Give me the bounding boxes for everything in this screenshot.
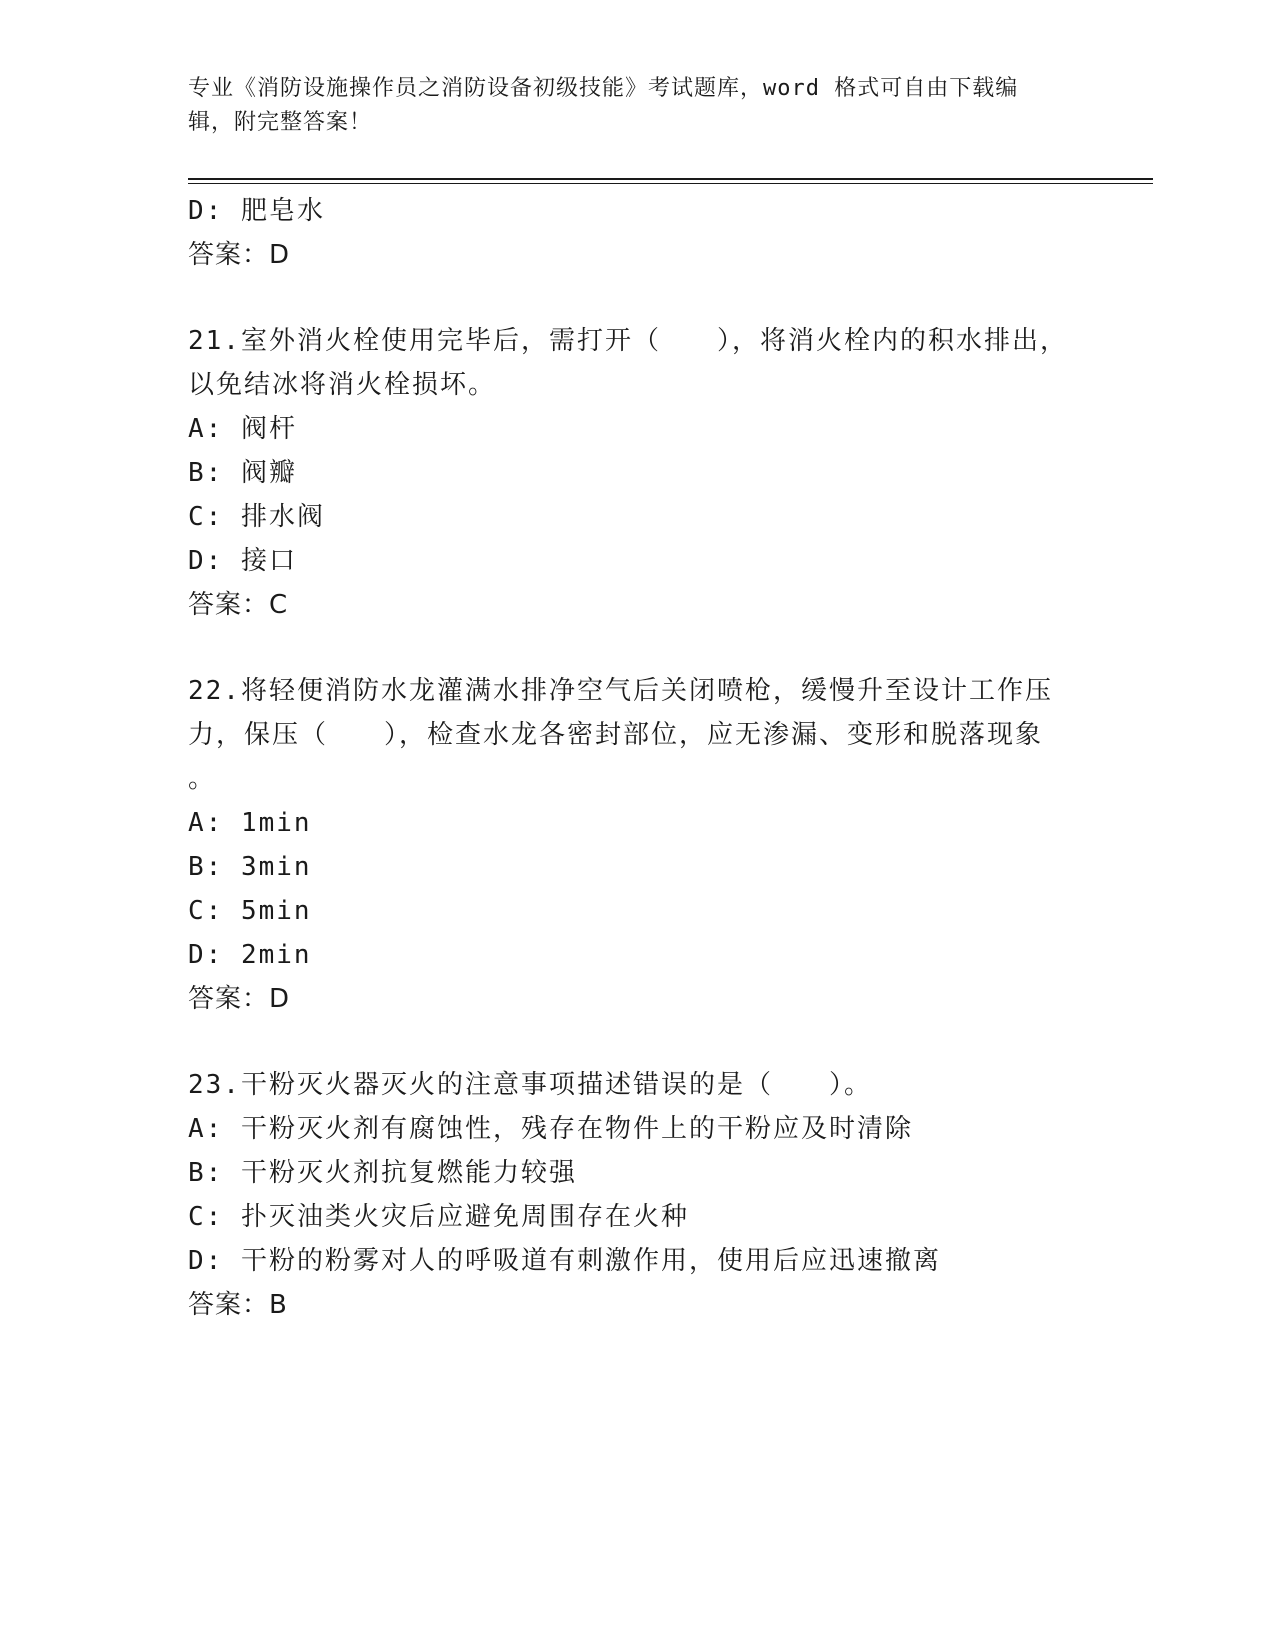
header-line-2: 辑，附完整答案！ <box>188 110 373 135</box>
q21-option-a: A: 阀杆 <box>188 414 297 444</box>
q21-option-c: C: 排水阀 <box>188 502 325 532</box>
header-text <box>188 72 1078 140</box>
q23-option-a: A: 干粉灭火剂有腐蚀性，残存在物件上的干粉应及时清除 <box>188 1114 913 1144</box>
q23-option-c: C: 扑灭油类火灾后应避免周围存在火种 <box>188 1202 689 1232</box>
prev-answer: 答案：D <box>188 240 291 270</box>
q21-stem-line-1: 21.室外消火栓使用完毕后，需打开（ ），将消火栓内的积水排出， <box>188 326 1068 356</box>
q22-stem-line-3: 。 <box>188 764 217 794</box>
q22-stem-line-2: 力，保压（ ），检查水龙各密封部位，应无渗漏、变形和脱落现象 <box>188 720 1044 750</box>
q22-option-b: B: 3min <box>188 852 312 882</box>
q23-answer: 答案：B <box>188 1290 288 1320</box>
q22-answer: 答案：D <box>188 984 291 1014</box>
q21-option-d: D: 接口 <box>188 546 297 576</box>
q22-option-d: D: 2min <box>188 940 312 970</box>
q23-option-b: B: 干粉灭火剂抗复燃能力较强 <box>188 1158 577 1188</box>
q22-stem-line-1: 22.将轻便消防水龙灌满水排净空气后关闭喷枪，缓慢升至设计工作压 <box>188 676 1053 706</box>
q22-option-c: C: 5min <box>188 896 312 926</box>
q21-stem-line-2: 以免结冰将消火栓损坏。 <box>188 370 497 400</box>
header-rule-thin <box>188 183 1153 184</box>
q21-option-b: B: 阀瓣 <box>188 458 297 488</box>
q23-option-d: D: 干粉的粉雾对人的呼吸道有刺激作用，使用后应迅速撤离 <box>188 1246 941 1276</box>
prev-option-d: D: 肥皂水 <box>188 196 325 226</box>
header-rule-thick <box>188 178 1153 180</box>
header-line-1: 专业《消防设施操作员之消防设备初级技能》考试题库，word 格式可自由下载编 <box>188 76 1019 101</box>
q22-option-a: A: 1min <box>188 808 312 838</box>
q23-stem-line-1: 23.干粉灭火器灭火的注意事项描述错误的是（ ）。 <box>188 1070 872 1100</box>
q21-answer: 答案：C <box>188 590 289 620</box>
